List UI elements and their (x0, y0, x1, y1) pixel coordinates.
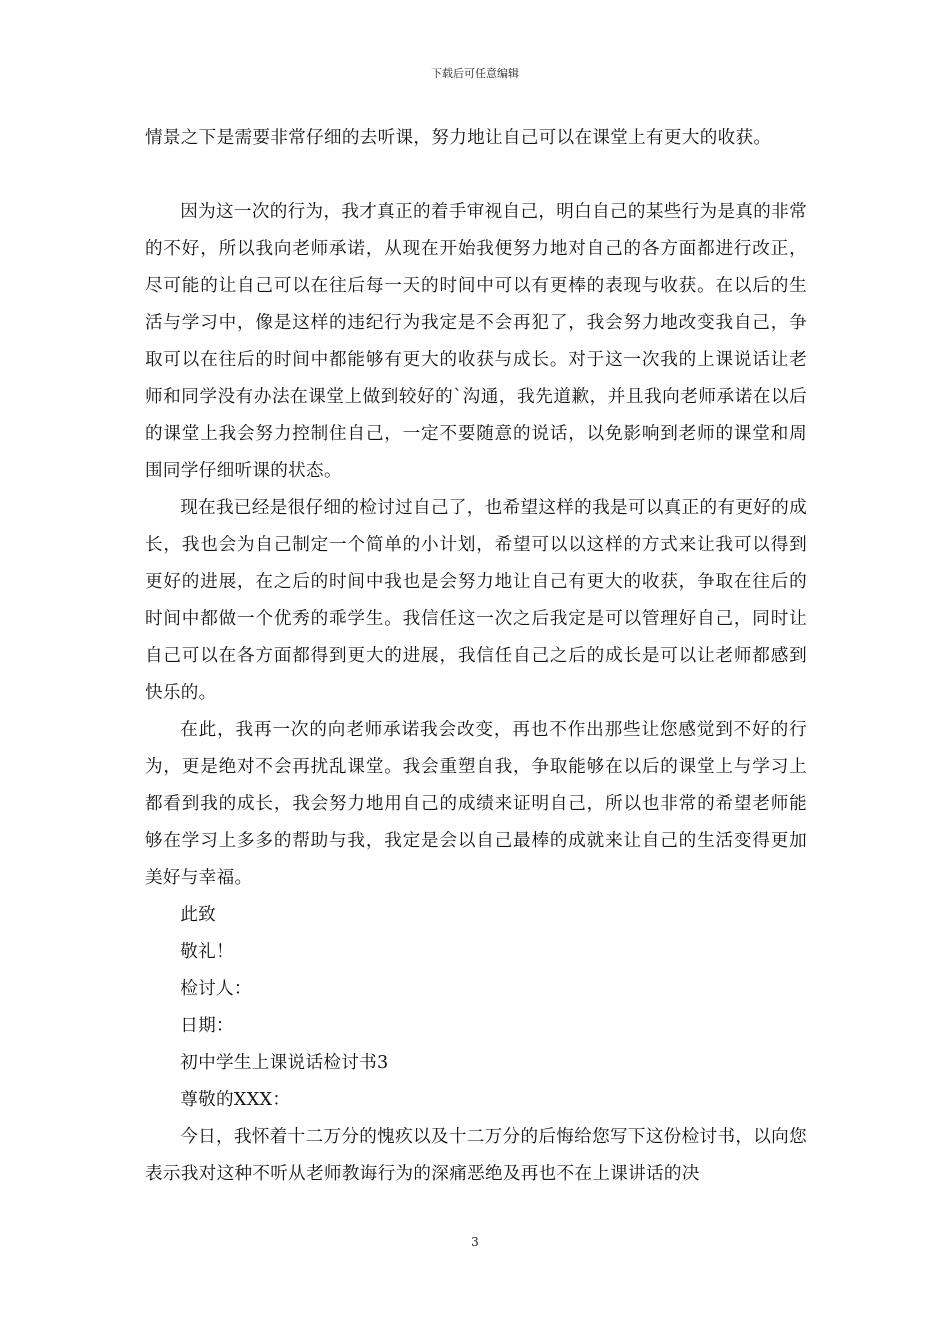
paragraph-2: 现在我已经是很仔细的检讨过自己了，也希望这样的我是可以真正的有更好的成长，我也会为自己制定一个简单的小计划，希望可以以这样的方式来让我可以得到更好的进展，在之后的时间中我也是会努力地让自己有更大的收获，争取在往后的时间中都做一个优秀的乖学生。我信任这一次之后我定是可以管理好自己，同时让自己可以在各方面都得到更大的进展，我信任自己之后的成长是可以让老师都感到快乐的。 (145, 498, 807, 703)
closing-line-1: 此致 (180, 905, 216, 925)
closing-line-2: 敬礼！ (180, 942, 234, 962)
paragraph-4: 今日，我怀着十二万分的愧疚以及十二万分的后悔给您写下这份检讨书，以向您表示我对这种不听从老师教诲行为的深痛恶绝及再也不在上课讲话的决 (145, 1127, 807, 1184)
section-title: 初中学生上课说话检讨书3 (180, 1053, 389, 1073)
salutation-line: 尊敬的XXX： (180, 1090, 291, 1110)
paragraph-1: 因为这一次的行为，我才真正的着手审视自己，明白自己的某些行为是真的非常的不好，所以我向老师承诺，从现在开始我便努力地对自己的各方面都进行改正，尽可能的让自己可以在往后每一天的时间中可以有更棒的表现与收获。在以后的生活与学习中，像是这样的违纪行为我定是不会再犯了，我会努力地改变我自己，争取可以在往后的时间中都能够有更大的收获与成长。对于这一次我的上课说话让老师和同学没有办法在课堂上做到较好的`沟通，我先道歉，并且我向老师承诺在以后的课堂上我会努力控制住自己，一定不要随意的说话，以免影响到老师的课堂和周围同学仔细听课的状态。 (145, 202, 807, 481)
page-header: 下载后可任意编辑 (431, 67, 519, 80)
page-number: 3 (471, 1235, 479, 1249)
paragraph-continued: 情景之下是需要非常仔细的去听课，努力地让自己可以在课堂上有更大的收获。 (145, 128, 772, 148)
signer-line: 检讨人： (180, 979, 252, 999)
paragraph-gap (145, 157, 807, 194)
paragraph-3: 在此，我再一次的向老师承诺我会改变，再也不作出那些让您感觉到不好的行为，更是绝对不会再扰乱课堂。我会重塑自我，争取能够在以后的课堂上与学习上都看到我的成长，我会努力地用自己的成绩来证明自己，所以也非常的希望老师能够在学习上多多的帮助与我，我定是会以自己最棒的成就来让自己的生活变得更加美好与幸福。 (145, 720, 807, 888)
date-line: 日期： (180, 1016, 234, 1036)
document-body (145, 120, 807, 1193)
